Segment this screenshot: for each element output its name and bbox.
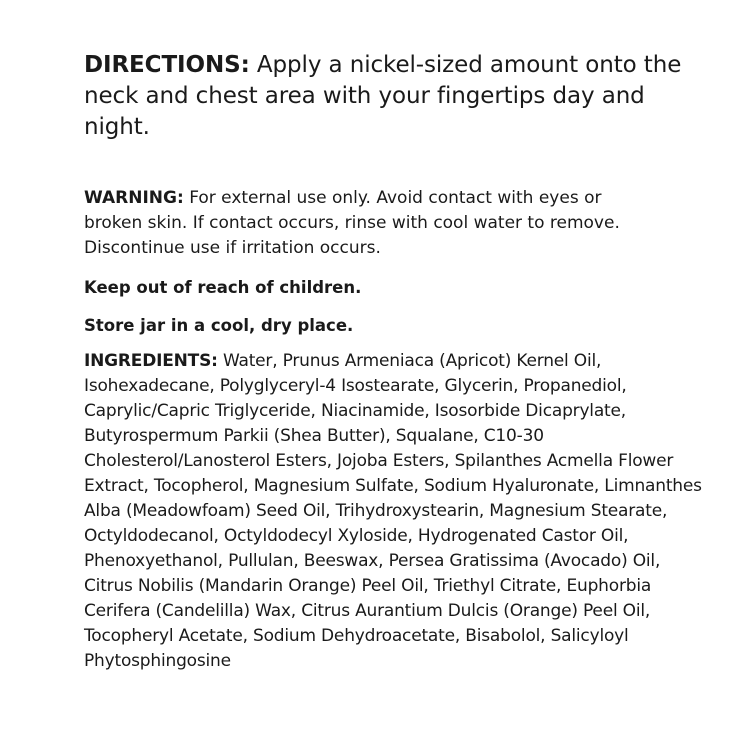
ingredients-text: Water, Prunus Armeniaca (Apricot) Kernel Oil, Isohexadecane, Polyglyceryl-4 Isostearate, Glycerin, Propanediol, Caprylic/Capric Triglyceride, Niacinamide, Isosorbide Dicaprylate, Butyrospermum Parkii (Shea Butter), Squalane, C10-30 Cholesterol/Lanosterol Esters, Jojoba Esters, Spilanthes Acmella Flower Extract, Tocopherol, Magnesium Sulfate, Sodium Hyaluronate, Limnanthes Alba (Meadowfoam) Seed Oil, Trihydroxystearin, Magnesium Stearate, Octyldodecanol, Octyldodecyl Xyloside, Hydrogenated Castor Oil, Phenoxyethanol, Pullulan, Beeswax, Persea Gratissima (Avocado) Oil, Citrus Nobilis (Mandarin Orange) Peel Oil, Triethyl Citrate, Euphorbia Cerifera (Candelilla) Wax, Citrus Aurantium Dulcis (Orange) Peel Oil, Tocopheryl Acetate, Sodium Dehydroacetate, Bisabolol, Salicyloyl Phytosphingosine xyxy=(84,351,702,671)
storage-notice: Store jar in a cool, dry place. xyxy=(84,316,354,335)
directions-text: Apply a nickel-sized amount onto the neck and chest area with your fingertips day and night. xyxy=(84,52,682,140)
keep-out-of-reach-notice: Keep out of reach of children. xyxy=(84,278,362,297)
warning-text: For external use only. Avoid contact with eyes or broken skin. If contact occurs, rinse with cool water to remove. Discontinue use if irritation occurs. xyxy=(84,188,620,258)
warning-label: WARNING: xyxy=(84,188,184,208)
warning-paragraph xyxy=(84,186,644,261)
ingredients-label: INGREDIENTS: xyxy=(84,351,218,371)
directions-label: DIRECTIONS: xyxy=(84,52,250,78)
ingredients-paragraph xyxy=(84,349,714,674)
directions-paragraph xyxy=(84,50,694,143)
